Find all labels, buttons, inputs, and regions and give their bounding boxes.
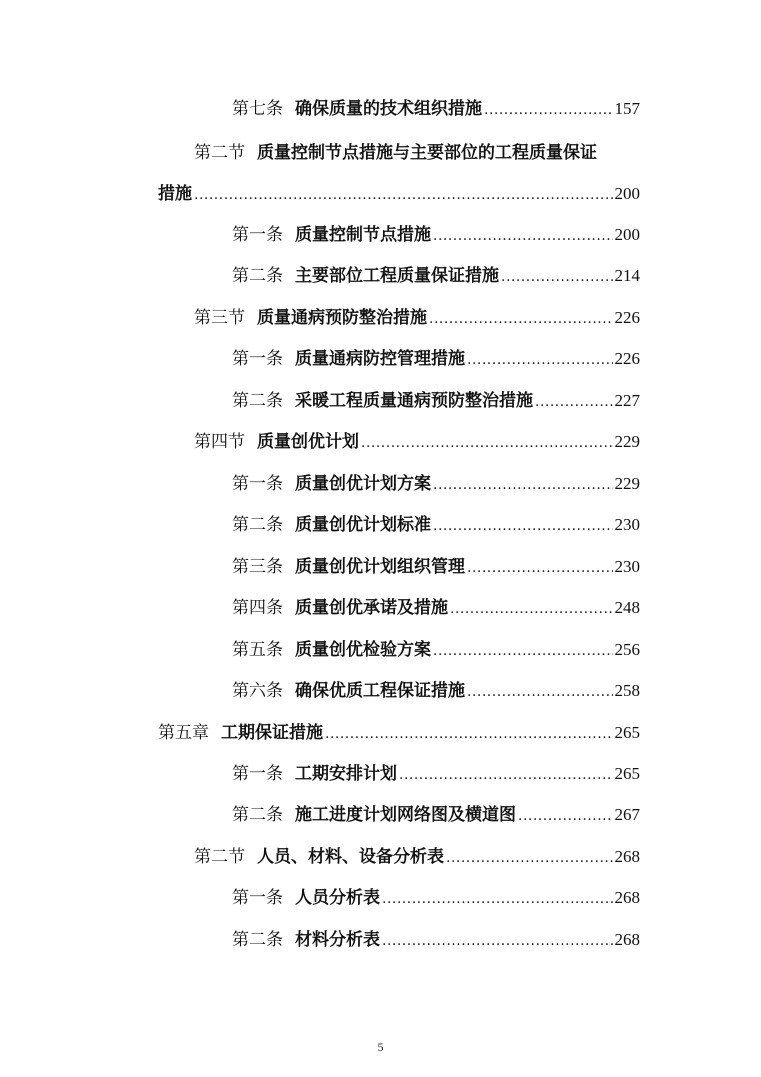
toc-entry-page: 268 <box>614 930 640 949</box>
toc-entry[interactable] <box>232 346 640 372</box>
toc-dot-leader <box>433 638 613 664</box>
toc-entry-page: 268 <box>614 847 640 866</box>
toc-dot-leader <box>399 762 613 788</box>
toc-dot-leader <box>382 928 613 954</box>
toc-entry-number: 第四条 <box>232 598 283 618</box>
toc-entry[interactable] <box>232 96 640 122</box>
toc-entry-page: 265 <box>614 723 640 742</box>
toc-entry-page: 157 <box>614 99 640 118</box>
toc-entry-continuation[interactable] <box>158 181 640 207</box>
toc-entry-number: 第二条 <box>232 930 283 950</box>
toc-entry[interactable] <box>232 761 640 787</box>
toc-entry-title: 材料分析表 <box>295 930 380 950</box>
toc-entry-title: 质量创优计划 <box>257 432 359 452</box>
toc-entry-title: 工期保证措施 <box>221 723 323 743</box>
toc-entry-page: 265 <box>614 764 640 783</box>
toc-entry-title: 质量控制节点措施与主要部位的工程质量保证 <box>257 143 597 163</box>
toc-dot-leader <box>467 679 613 705</box>
toc-entry-page: 214 <box>614 266 640 285</box>
toc-dot-leader <box>467 555 613 581</box>
toc-entry-title: 施工进度计划网络图及横道图 <box>295 805 516 825</box>
toc-entry-number: 第二条 <box>232 805 283 825</box>
toc-entry-title: 确保质量的技术组织措施 <box>295 99 482 119</box>
toc-dot-leader <box>433 223 613 249</box>
toc-entry[interactable] <box>232 554 640 580</box>
toc-entry-title: 质量创优承诺及措施 <box>295 598 448 618</box>
toc-entry-page: 226 <box>614 308 640 327</box>
toc-entry-number: 第二条 <box>232 391 283 411</box>
toc-dot-leader <box>518 803 613 829</box>
toc-entry[interactable] <box>232 678 640 704</box>
toc-entry-page: 226 <box>614 349 640 368</box>
toc-entry[interactable] <box>232 388 640 414</box>
toc-dot-leader <box>450 596 613 622</box>
toc-entry-title: 采暖工程质量通病预防整治措施 <box>295 391 533 411</box>
toc-entry-title: 质量创优检验方案 <box>295 640 431 660</box>
toc-entry-number: 第一条 <box>232 474 283 494</box>
toc-dot-leader <box>484 97 613 123</box>
toc-entry-title: 质量通病防控管理措施 <box>295 349 465 369</box>
toc-entry[interactable] <box>232 222 640 248</box>
toc-dot-leader <box>433 513 613 539</box>
toc-entry[interactable] <box>232 927 640 953</box>
toc-entry-number: 第一条 <box>232 225 283 245</box>
toc-entry[interactable] <box>232 637 640 663</box>
toc-entry-number: 第五条 <box>232 640 283 660</box>
toc-entry-number: 第二条 <box>232 266 283 286</box>
toc-entry-title: 质量通病预防整治措施 <box>257 308 427 328</box>
toc-entry[interactable] <box>232 263 640 289</box>
toc-dot-leader <box>467 347 613 373</box>
toc-entry[interactable] <box>232 885 640 911</box>
toc-entry-title: 人员分析表 <box>295 888 380 908</box>
toc-entry[interactable] <box>194 429 640 455</box>
toc-entry-page: 248 <box>614 598 640 617</box>
toc-dot-leader <box>382 886 613 912</box>
toc-entry-page: 229 <box>614 474 640 493</box>
toc-entry-title: 主要部位工程质量保证措施 <box>295 266 499 286</box>
toc-entry[interactable] <box>232 595 640 621</box>
toc-entry-number: 第三条 <box>232 557 283 577</box>
toc-entry-number: 第一条 <box>232 764 283 784</box>
toc-entry-number: 第二条 <box>232 515 283 535</box>
toc-entry-number: 第三节 <box>194 308 245 328</box>
toc-entry-title: 质量创优计划组织管理 <box>295 557 465 577</box>
toc-entry-title: 质量控制节点措施 <box>295 225 431 245</box>
toc-entry[interactable] <box>194 140 640 166</box>
toc-entry-page: 200 <box>614 184 640 203</box>
toc-entry-number: 第二节 <box>194 143 245 163</box>
toc-entry[interactable] <box>232 802 640 828</box>
toc-entry-page: 268 <box>614 888 640 907</box>
toc-dot-leader <box>194 182 613 208</box>
toc-dot-leader <box>535 389 613 415</box>
toc-entry-page: 258 <box>614 681 640 700</box>
toc-dot-leader <box>446 845 613 871</box>
toc-entry-number: 第二节 <box>194 847 245 867</box>
toc-entry-number: 第一条 <box>232 888 283 908</box>
toc-entry-title: 人员、材料、设备分析表 <box>257 847 444 867</box>
toc-entry[interactable] <box>232 471 640 497</box>
toc-entry-page: 230 <box>614 515 640 534</box>
toc-entry-number: 第七条 <box>232 99 283 119</box>
toc-entry[interactable] <box>232 512 640 538</box>
toc-entry-page: 267 <box>614 805 640 824</box>
toc-entry-page: 229 <box>614 432 640 451</box>
toc-entry[interactable] <box>194 305 640 331</box>
toc-entry[interactable] <box>194 844 640 870</box>
toc-entry-title: 措施 <box>158 184 192 204</box>
toc-entry-title: 质量创优计划标准 <box>295 515 431 535</box>
toc-entry-number: 第五章 <box>158 723 209 743</box>
toc-entry-number: 第四节 <box>194 432 245 452</box>
toc-dot-leader <box>325 721 613 747</box>
page-number: 5 <box>377 1040 384 1054</box>
toc-entry-page: 200 <box>614 225 640 244</box>
toc-entry[interactable] <box>158 720 640 746</box>
toc-entry-number: 第一条 <box>232 349 283 369</box>
toc-entry-page: 227 <box>614 391 640 410</box>
toc-entry-title: 质量创优计划方案 <box>295 474 431 494</box>
toc-dot-leader <box>433 472 613 498</box>
toc-dot-leader <box>361 430 613 456</box>
toc-entry-title: 确保优质工程保证措施 <box>295 681 465 701</box>
toc-entry-title: 工期安排计划 <box>295 764 397 784</box>
toc-dot-leader <box>429 306 613 332</box>
toc-entry-number: 第六条 <box>232 681 283 701</box>
toc-entry-page: 230 <box>614 557 640 576</box>
toc-entry-page: 256 <box>614 640 640 659</box>
toc-dot-leader <box>501 264 613 290</box>
